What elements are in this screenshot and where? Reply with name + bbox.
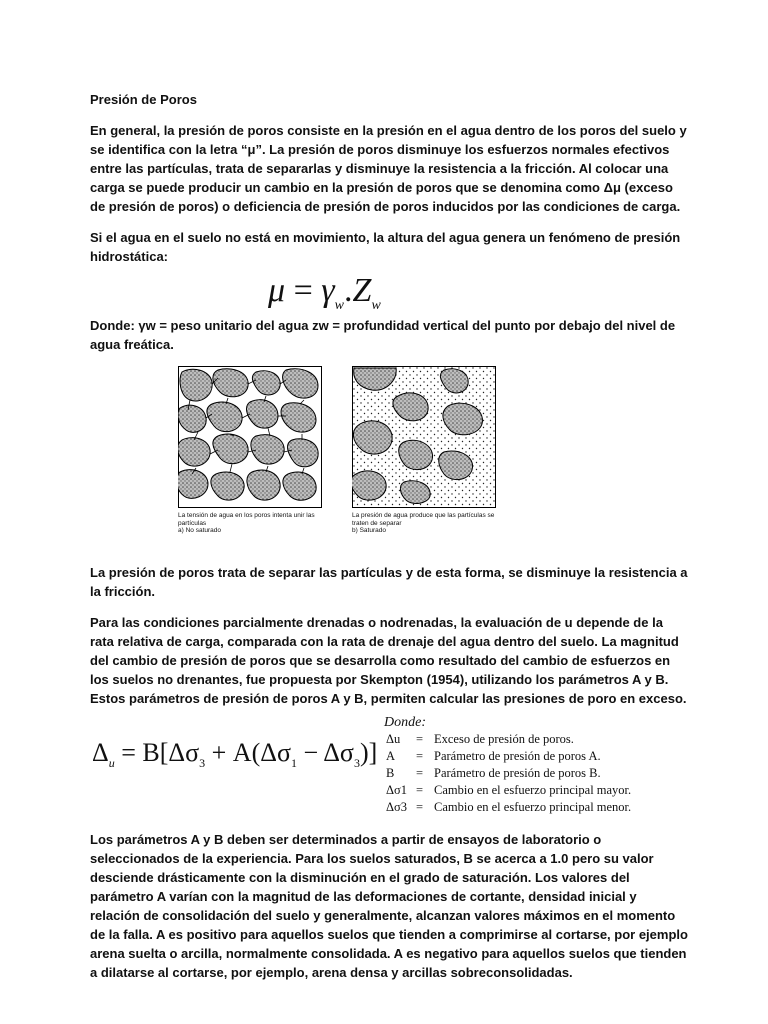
definition-row <box>384 799 714 816</box>
eq-sub-3b: 3 <box>353 756 360 771</box>
figure-label: a) No saturado <box>178 527 221 534</box>
definition-equals: = <box>416 732 424 746</box>
eq-z-sub: w <box>371 297 381 313</box>
definition-row <box>384 765 714 782</box>
paragraph-definitions: Donde: γw = peso unitario del agua zw = profundidad vertical del punto por debajo del nivel de agua freática. <box>90 318 676 352</box>
eq-gamma-sub: w <box>334 297 345 313</box>
skempton-block <box>90 715 690 828</box>
page-title: Presión de Poros <box>90 92 197 107</box>
figure-unsaturated <box>178 366 338 535</box>
definitions-list <box>384 714 714 816</box>
definition-equals: = <box>416 749 424 763</box>
definition-symbol: A <box>386 749 396 763</box>
eq-gamma: γ <box>321 272 335 309</box>
definition-symbol: B <box>386 766 395 780</box>
eq-sub-1: 1 <box>290 756 297 771</box>
skempton-equation <box>92 738 377 771</box>
eq-delta: Δ <box>92 738 109 767</box>
definition-equals: = <box>416 783 424 797</box>
definition-equals: = <box>416 800 424 814</box>
eq-rhs-b: + A(Δσ <box>205 738 291 767</box>
eq-rhs-a: = B[Δσ <box>114 738 200 767</box>
saturated-soil-diagram <box>352 366 496 508</box>
definition-text: Exceso de presión de poros. <box>434 732 574 746</box>
definition-equals: = <box>416 766 424 780</box>
eq-equals: = <box>285 272 322 309</box>
definition-symbol: Δu <box>386 732 401 746</box>
hydrostatic-equation <box>268 272 690 312</box>
paragraph-hydrostatic: Si el agua en el suelo no está en movimiento, la altura del agua genera un fenómeno de presión hidrostática: <box>90 230 681 264</box>
definition-text: Parámetro de presión de poros B. <box>434 766 601 780</box>
eq-sub-3a: 3 <box>199 756 206 771</box>
figure-saturated <box>352 366 512 535</box>
eq-z: Z <box>352 272 372 309</box>
eq-rhs-c: − Δσ <box>296 738 354 767</box>
definition-row <box>384 782 714 799</box>
eq-rhs-d: )] <box>359 738 378 767</box>
definition-text: Parámetro de presión de poros A. <box>434 749 601 763</box>
definition-symbol: Δσ1 <box>386 783 408 797</box>
figure-label: b) Saturado <box>352 527 386 534</box>
paragraph-friction: La presión de poros trata de separar las partículas y de esta forma, se disminuye la resistencia a la fricción. <box>90 565 688 599</box>
figure-caption: La tensión de agua en los poros intenta unir las partículas <box>178 512 315 527</box>
figure-caption: La presión de agua produce que las partículas se traten de separar <box>352 512 495 527</box>
definition-row <box>384 748 714 765</box>
unsaturated-soil-diagram <box>178 366 322 508</box>
figures-row <box>90 366 690 551</box>
definitions-heading: Donde: <box>384 715 426 730</box>
definition-text: Cambio en el esfuerzo principal mayor. <box>434 783 632 797</box>
paragraph-parameters: Los parámetros A y B deben ser determinados a partir de ensayos de laboratorio o seleccionados de la experiencia. Para los suelos saturados, B se acerca a 1.0 pero su valor desciende drásticamente con la disminución en el grado de saturación. Los valores del parámetro A varían con la magnitud de las deformaciones de cortante, densidad inicial y relación de consolidación del suelo y generalmente, alcanzan valores máximos en el momento de la falla. A es positivo para aquellos suelos que tienden a comprimirse al cortarse, por ejemplo arena suelta o arcilla, normalmente consolidada. A es negativo para aquellos suelos que tienden a dilatarse al cortarse, por ejemplo, arena densa y arcillas sobreconsolidadas. <box>90 832 688 980</box>
document-page <box>90 92 690 994</box>
paragraph-intro: En general, la presión de poros consiste en la presión en el agua dentro de los poros del suelo y se identifica con la letra “μ”. La presión de poros disminuye los esfuerzos normales efectivos entre las partículas, trata de separarlas y disminuye la resistencia a la fricción. Al colocar una carga se puede producir un cambio en la presión de poros que se denomina como Δμ (exceso de presión de poros) o deficiencia de presión de poros inducidos por las condiciones de carga. <box>90 123 687 214</box>
eq-mu: μ <box>268 272 286 309</box>
eq-u-sub: u <box>108 756 115 771</box>
eq-dot: . <box>344 272 353 309</box>
paragraph-skempton: Para las condiciones parcialmente drenadas o nodrenadas, la evaluación de u depende de la rata relativa de carga, comparada con la rata de drenaje del agua dentro del suelo. La magnitud del cambio de presión de poros que se desarrolla como resultado del cambio de esfuerzos en los suelos no drenantes, fue propuesta por Skempton (1954), utilizando los parámetros A y B. Estos parámetros de presión de poros A y B, permiten calcular las presiones de poro en exceso. <box>90 615 687 706</box>
definition-text: Cambio en el esfuerzo principal menor. <box>434 800 632 814</box>
definition-symbol: Δσ3 <box>386 800 408 814</box>
definition-row <box>384 731 714 748</box>
